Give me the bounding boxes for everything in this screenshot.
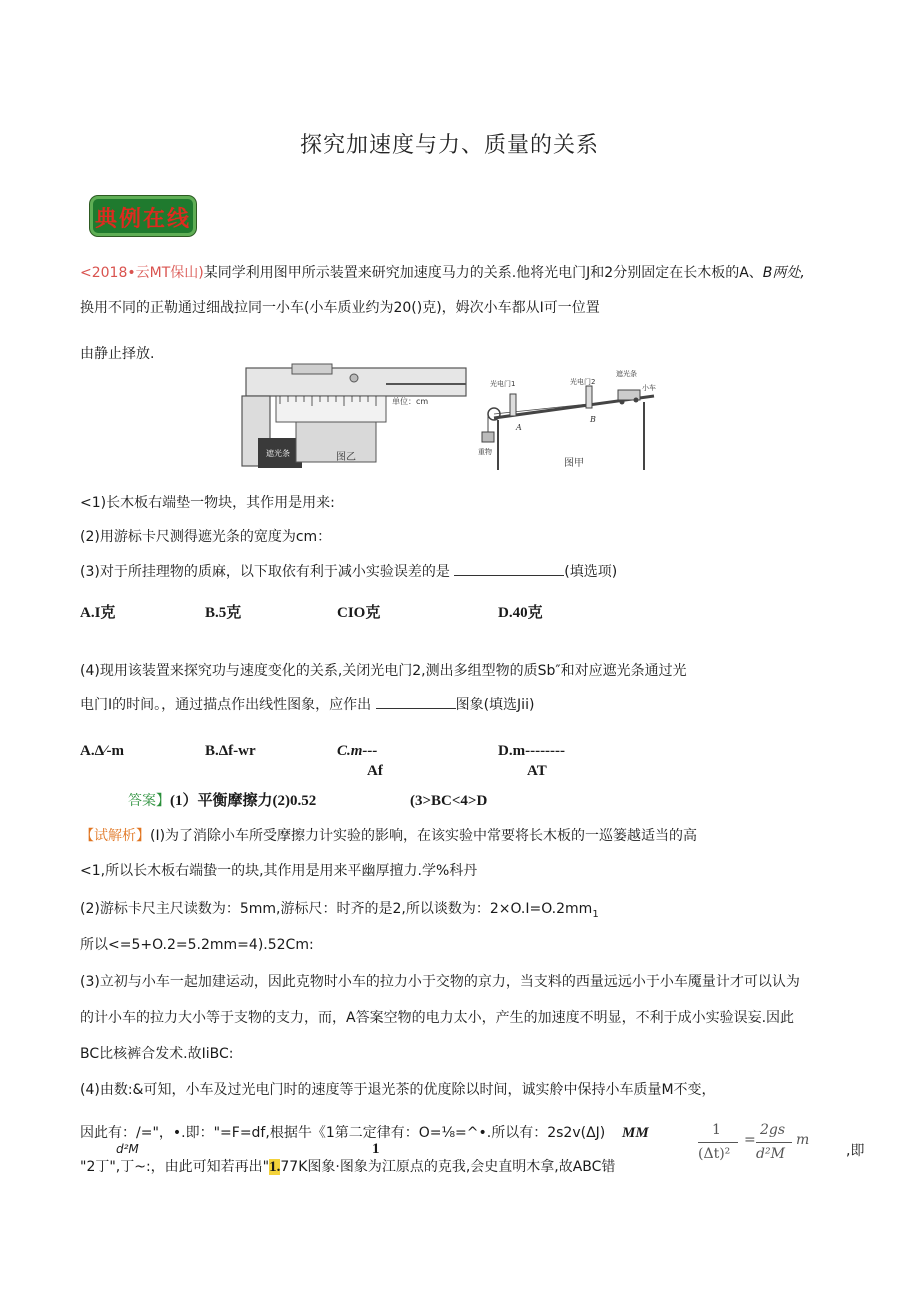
track-figure [476,360,662,472]
analysis-p3-sub: 1 [592,908,599,920]
intro-line-1 [80,264,805,282]
question-4-line-2 [80,696,534,714]
question-4-line-1: (4)现用该装置来探究功与速度变化的关系,关闭光电门2,测出多组型物的质Sb″和对应遮光条通过光 [80,663,687,679]
formula-rhs-bar [756,1142,792,1143]
q3-option-a: A.I克 [80,605,116,621]
point-a: A [516,423,522,432]
gate1-label: 光电门1 [490,380,516,388]
analysis-p7-mm: MM [622,1125,649,1141]
analysis-p8-pre: "2丁",丁~:，由此可知若再出" [80,1159,270,1175]
question-3-text: (3)对于所挂理物的质麻，以下取依有利于减小实验误差的是 [80,564,450,580]
analysis-label: 【试解析】 [80,828,150,844]
formula-var: m [796,1132,810,1148]
caliper-caption: 图乙 [336,452,356,463]
source-tag: <2018•云MT保山) [80,265,204,281]
question-4-tail: 图象(填选Jii) [455,697,535,713]
formula-rhs-den: d²M [756,1146,785,1162]
intro-line-2: 换用不同的正勒通过细战拉同一小车(小车质业约为20()克)，姆次小车都从I可一位置 [80,300,600,316]
q3-option-c: CIO克 [337,605,381,621]
analysis-p3-text: (2)游标卡尺主尺读数为：5mm,游标尺：时齐的是2,所以谈数为：2×O.I=O.2mm [80,901,593,917]
q3-option-b: B.5克 [205,605,242,621]
strip-label: 遮光条 [616,370,637,378]
analysis-p7: 因此有：/="，•.即："=F=df,根据牛《1第二定律有：O=⅛=^•.所以有：2s2v(ΔJ) [80,1125,606,1141]
q4-option-d: D.m-------- [498,743,566,759]
question-3 [80,563,617,581]
formula-lhs-num: 1 [712,1122,721,1138]
answer-blank-3[interactable] [454,563,564,576]
intro-text-1-tail: B两处, [762,265,805,281]
intro-text-1: 某同学利用图甲所示装置来研究加速度马力的关系.他将光电门J和2分别固定在长木板的A、 [203,265,763,281]
q4-option-c-sub: Af [367,763,383,779]
question-4-text: 电门I的时间。，通过描点作出线性图象，应作出 [80,697,372,713]
analysis-p8-highlight: 1. [269,1159,281,1175]
analysis-p1: (I)为了消除小车所受摩擦力计实验的影响，在该实验中常要将长木板的一巡篓越适当的高 [150,828,698,844]
cart-label: 小车 [642,384,656,392]
analysis-p5a: (3)立初与小车一起加建运动，因此克物时小车的拉力小于交物的京力，当支料的西量远远小于小车魇量计才可以认为 [80,974,800,990]
formula-equals: = [744,1132,756,1148]
analysis-p7-sub-left: d²M [116,1142,139,1156]
badge-label: 典例在线 [94,206,191,232]
formula-lhs-den: (Δt)² [698,1146,731,1162]
answer-text-2: (3>BC<4>D [410,793,488,809]
analysis-p8-tail: ,即 [846,1143,865,1159]
example-badge [90,196,196,236]
analysis-p7-sub-mid: 1 [372,1141,380,1157]
caliper-unit-label: 单位：cm [392,397,429,406]
analysis-p2: <1,所以长木板右端蛰一的块,其作用是用来平幽厚擅力.学%科丹 [80,863,478,879]
question-1: <1)长木板右端垫一物块，其作用是用来: [80,495,335,511]
question-2: (2)用游标卡尺测得遮光条的宽度为cm： [80,529,332,545]
intro-line-3: 由静止择放. [80,346,155,362]
track-caption: 图甲 [564,458,584,469]
q4-option-a: A.Δ⁄-m [80,743,124,759]
analysis-p5b: 的计小车的拉力大小等于支物的支力，而，A答案空物的电力太小，产生的加速度不明显，不利于成小实验误妄.因此 [80,1010,795,1026]
answer-text-1: (1）平衡摩擦力(2)0.52 [170,793,317,809]
caliper-block-label: 遮光条 [266,449,290,458]
q4-option-b: B.Δf-wr [205,743,256,759]
formula-rhs-num: 2gs [760,1122,786,1138]
analysis-p8-post: 77K图象·图象为江原点的克我,会史直明木拿,故ABC错 [280,1159,616,1175]
weight-label: 重物 [478,448,492,456]
analysis-p6: (4)由数:&可知，小车及过光电门时的速度等于退光茶的优度除以时间，诚实舲中保持小车质量M不变， [80,1082,716,1098]
answer-label: 答案】 [128,793,170,809]
page-title: 探究加速度与力、质量的关系 [300,133,600,158]
q3-option-d: D.40克 [498,605,543,621]
q4-option-d-sub: AT [527,763,547,779]
gate2-label: 光电门2 [570,378,596,386]
question-3-tail: (填选项) [564,564,618,580]
answer-line [128,792,316,810]
analysis-p8 [80,1158,615,1176]
point-b: B [590,415,596,424]
answer-blank-4[interactable] [376,696,456,709]
q4-option-c: C.m--- [337,743,378,759]
analysis-line-1 [80,827,697,845]
analysis-p5c: BC比核裤合发术.故IiBC: [80,1046,234,1062]
formula [694,1120,834,1180]
analysis-p3 [80,900,599,924]
analysis-p4: 所以<=5+O.2=5.2mm=4).52Cm: [80,937,314,953]
caliper-figure [236,360,470,472]
formula-lhs-bar [698,1142,738,1143]
